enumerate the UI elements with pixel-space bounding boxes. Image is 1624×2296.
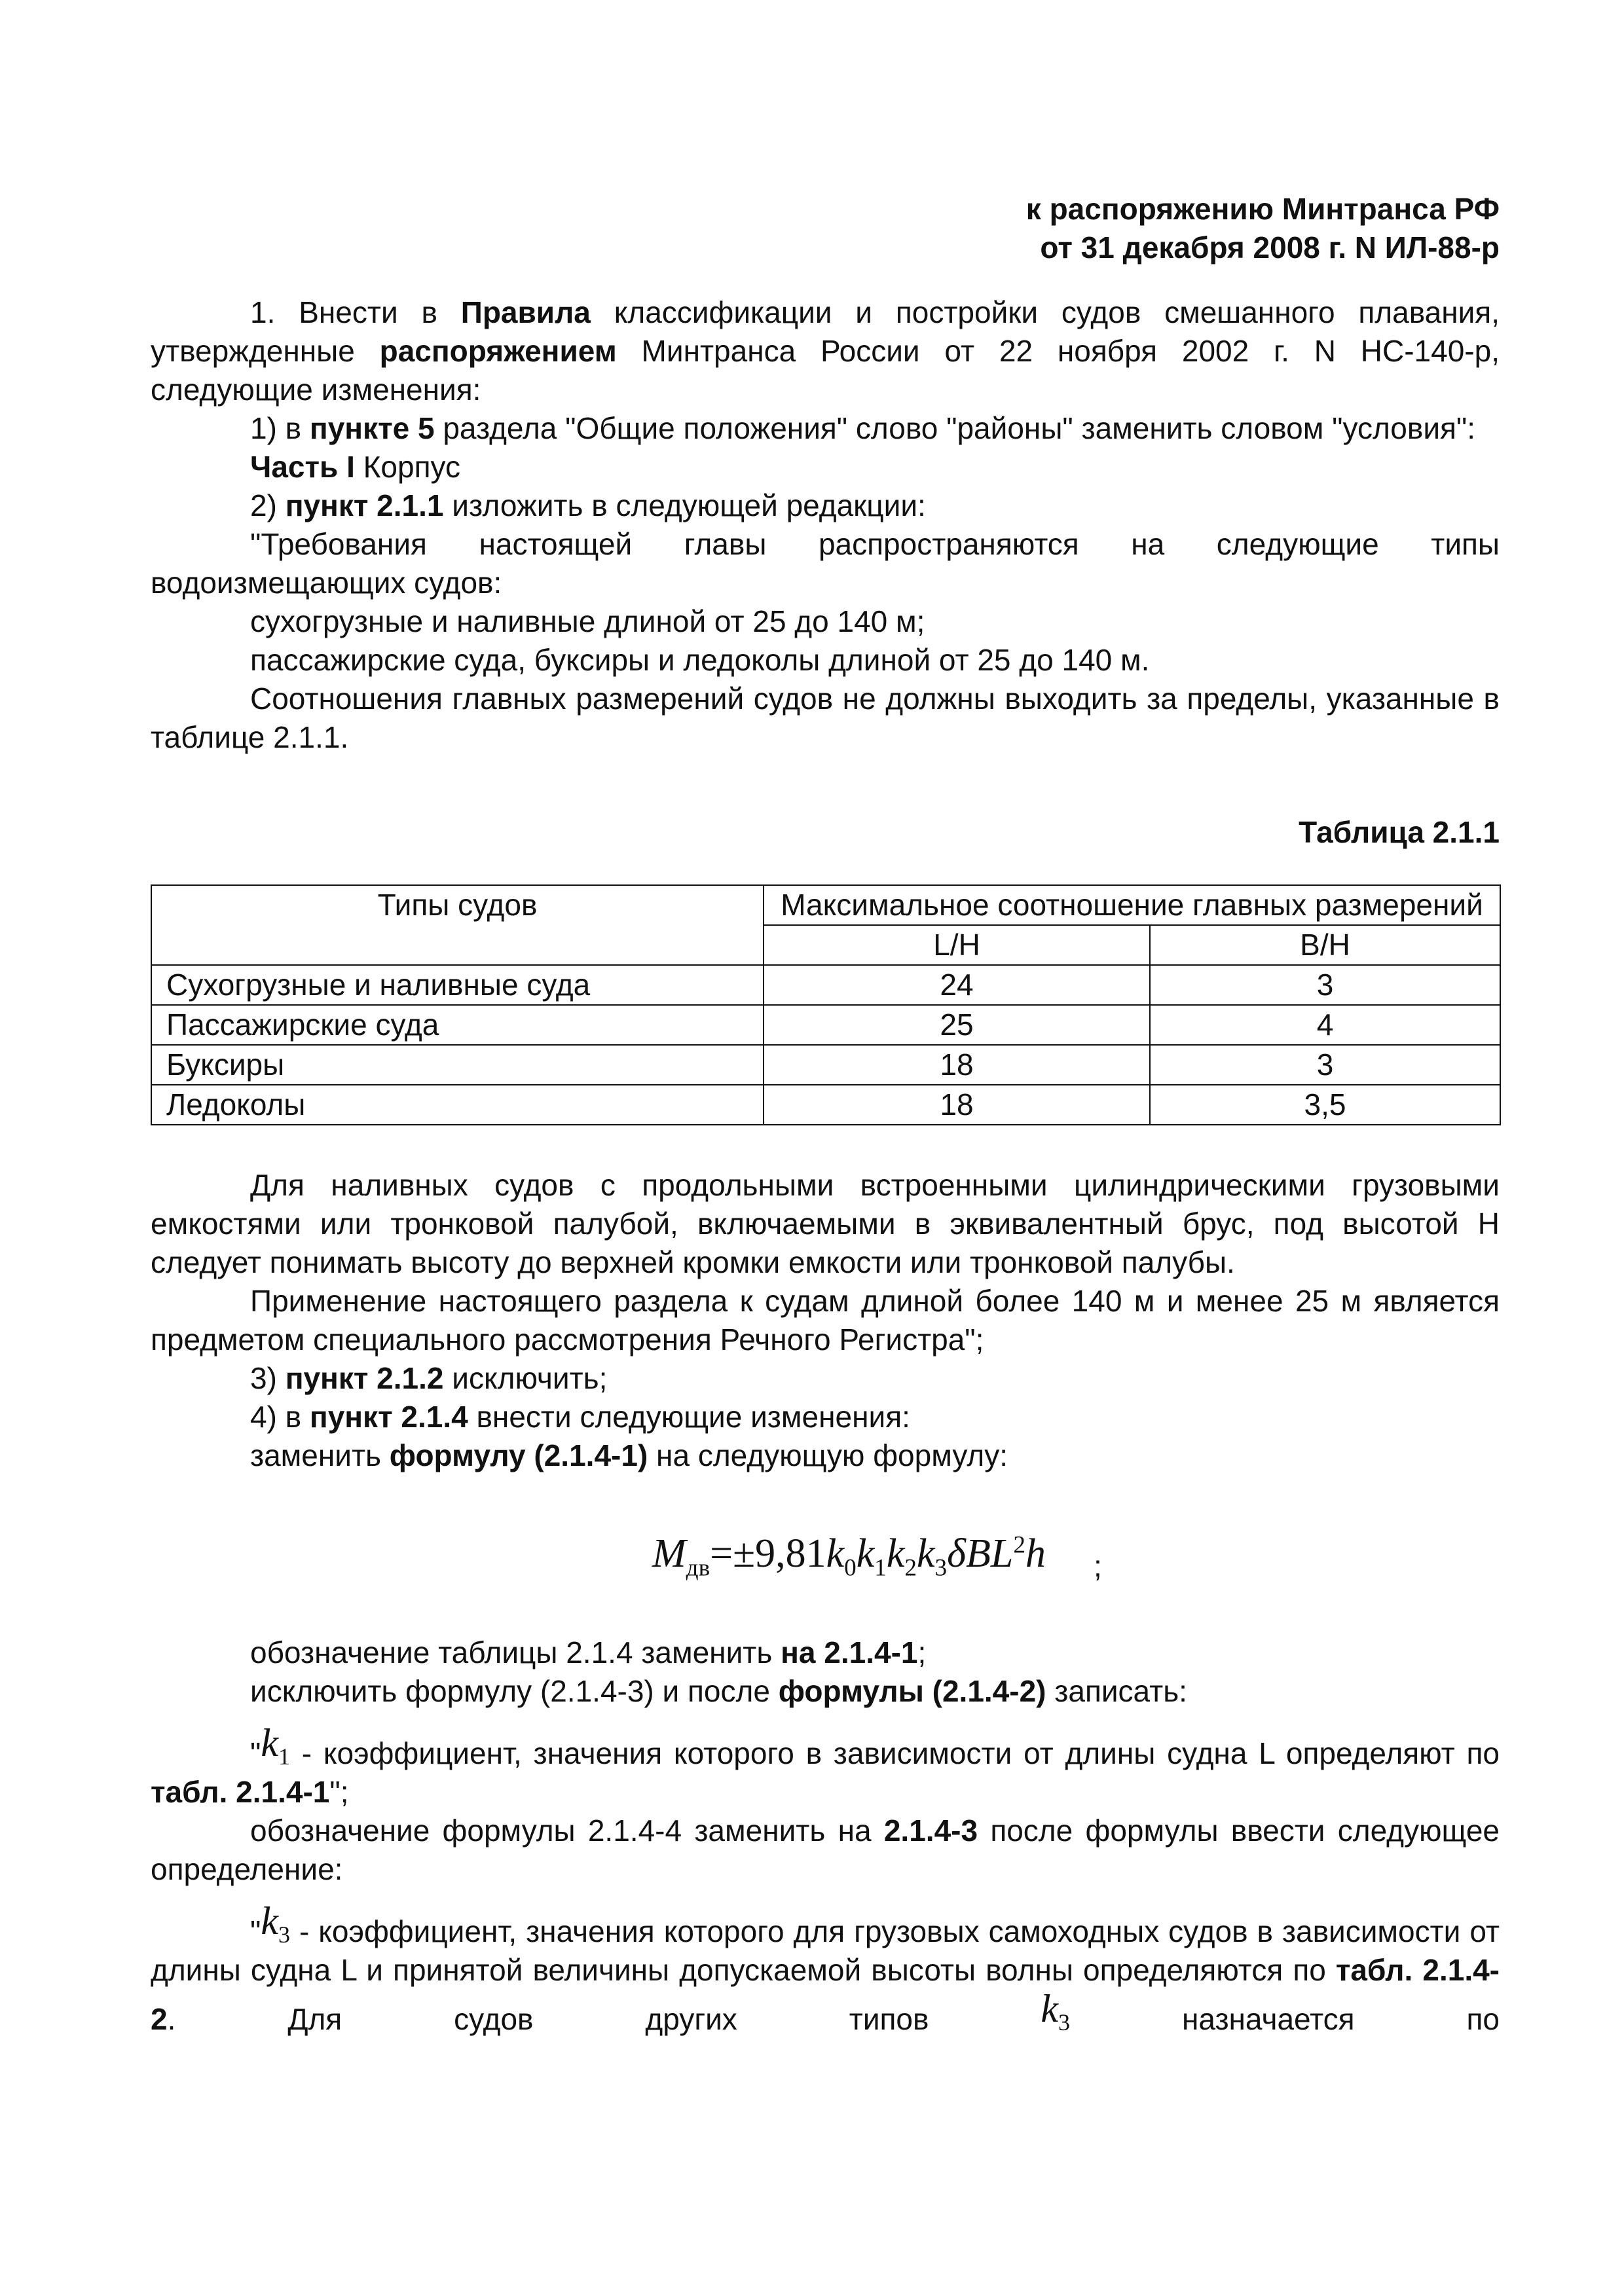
formula-k3-sub: 3 <box>934 1554 948 1582</box>
formula-sup: 2 <box>1013 1531 1025 1559</box>
text: . Для судов других типов <box>167 2002 1041 2036</box>
formula-k3: k <box>917 1531 935 1576</box>
text: "; <box>329 1775 349 1809</box>
paragraph-3 <box>151 486 1500 525</box>
k3-letter: k <box>1041 1987 1059 2030</box>
cell-bh: 3,5 <box>1150 1085 1500 1125</box>
formula-equation <box>652 1527 1046 1580</box>
k1-letter: k <box>261 1721 278 1764</box>
paragraph-tail-3 <box>151 1721 1500 1812</box>
table-row <box>151 965 1500 1005</box>
header-line-1: к распоряжению Минтранса РФ <box>1025 192 1500 226</box>
k1-sub: 1 <box>278 1743 290 1770</box>
cell-type: Буксиры <box>151 1045 764 1085</box>
paragraph-tail-2 <box>151 1672 1500 1711</box>
paragraph-after-1: Для наливных судов с продольными встроенными цилиндрическими грузовыми емкостями или тронковой палубой, включаемыми в эквивалентный брус, под высотой Н следует понимать высоту до верхней кромки емкости или тронковой палубы. <box>151 1168 1500 1279</box>
text: 1) в <box>250 411 310 445</box>
table-ref: табл. 2.1.4-1 <box>151 1775 330 1809</box>
k3-sub: 3 <box>1058 2009 1071 2035</box>
formula-k2: k <box>886 1531 905 1576</box>
cell-type: Сухогрузные и наливные суда <box>151 965 764 1005</box>
quote-mark: " <box>250 1914 261 1948</box>
paragraph-5: сухогрузные и наливные длиной от 25 до 140 м; <box>250 604 925 638</box>
k3-sub: 3 <box>278 1922 290 1948</box>
text: ; <box>917 1635 927 1669</box>
paragraph-after-2: Применение настоящего раздела к судам длиной более 140 м и менее 25 м является предметом специального рассмотрения Речного Регистра"; <box>151 1284 1500 1357</box>
paragraph-after-4 <box>151 1398 1500 1436</box>
table-row <box>151 1085 1500 1125</box>
cell-bh: 3 <box>1150 1045 1500 1085</box>
k3-symbol-2 <box>1041 1987 1071 2035</box>
cell-lh: 18 <box>764 1085 1150 1125</box>
text: - коэффициент, значения которого в зависимости от длины судна L определяют по <box>289 1736 1500 1770</box>
table-header-row <box>151 885 1500 925</box>
point-2-1-4: пункт 2.1.4 <box>309 1400 468 1434</box>
formula-h: h <box>1025 1531 1046 1576</box>
table-row <box>151 1045 1500 1085</box>
text: назначается по <box>1070 2002 1500 2036</box>
paragraph-tail-1 <box>151 1633 1500 1672</box>
paragraph-4: "Требования настоящей главы распространяются на следующие типы водоизмещающих судов: <box>151 527 1500 600</box>
paragraph-tail-5 <box>151 1899 1500 2039</box>
text: изложить в следующей редакции: <box>443 488 926 522</box>
text: - коэффициент, значения которого для грузовых самоходных судов в зависимости от длины судна L и принятой величины допускаемой высоты волны определяются по <box>151 1914 1500 1987</box>
text: 3) <box>250 1361 286 1395</box>
text: 4) в <box>250 1400 310 1434</box>
paragraph-after-5 <box>151 1436 1500 1475</box>
k3-symbol <box>261 1899 290 1948</box>
col-header-lh: L/H <box>764 925 1150 965</box>
formula-block <box>151 1527 1500 1586</box>
text: обозначение формулы 2.1.4-4 заменить на <box>250 1813 884 1848</box>
text: классификации и постройки судов смешанного плавания, утвержденные <box>151 295 1500 368</box>
table-ref: табл. 2.1.4-2 <box>151 1953 1500 2036</box>
point-5: пункте 5 <box>309 411 435 445</box>
cell-lh: 24 <box>764 965 1150 1005</box>
text: 2) <box>250 488 286 522</box>
formula-ref: формулы (2.1.4-2) <box>778 1674 1046 1708</box>
text: на следующую формулу: <box>648 1438 1008 1472</box>
cell-type: Ледоколы <box>151 1085 764 1125</box>
cell-bh: 3 <box>1150 965 1500 1005</box>
paragraph-tail-4 <box>151 1812 1500 1889</box>
point-2-1-2: пункт 2.1.2 <box>285 1361 444 1395</box>
formula-lhs: M <box>652 1531 686 1576</box>
cell-lh: 25 <box>764 1005 1150 1045</box>
formula-coef: =±9,81 <box>710 1531 826 1576</box>
text: записать: <box>1046 1674 1187 1708</box>
formula-tail: δBL <box>947 1531 1014 1576</box>
text: исключить формулу (2.1.4-3) и после <box>250 1674 779 1708</box>
table-row <box>151 1005 1500 1045</box>
col-header-group: Максимальное соотношение главных размерений <box>764 885 1500 925</box>
part-heading <box>151 448 1500 486</box>
text: после формулы ввести следующее определение: <box>151 1813 1500 1886</box>
paragraph-7: Соотношения главных размерений судов не должны выходить за пределы, указанные в таблице 2.1.1. <box>151 682 1500 754</box>
rules-link: Правила <box>460 295 591 329</box>
text: раздела "Общие положения" слово "районы" заменить словом "условия": <box>434 411 1476 445</box>
table-ref: на 2.1.4-1 <box>781 1635 918 1669</box>
header-line-2: от 31 декабря 2008 г. N ИЛ-88-р <box>1040 230 1500 264</box>
text: Минтранса России от 22 ноября 2002 г. N НС-140-р, следующие изменения: <box>151 334 1500 407</box>
formula-lhs-sub: дв <box>686 1554 710 1582</box>
paragraph-after-3 <box>151 1359 1500 1398</box>
col-header-types: Типы судов <box>151 885 764 965</box>
point-2-1-1: пункт 2.1.1 <box>285 488 444 522</box>
formula-num: 2.1.4-3 <box>883 1813 978 1848</box>
text: 1. Внести в <box>250 295 461 329</box>
formula-k2-sub: 2 <box>904 1554 917 1582</box>
formula-ref: формулу (2.1.4-1) <box>389 1438 648 1472</box>
table-caption: Таблица 2.1.1 <box>1299 815 1500 849</box>
text: внести следующие изменения: <box>468 1400 910 1434</box>
formula-k0-sub: 0 <box>844 1554 857 1582</box>
text: обозначение таблицы 2.1.4 заменить <box>250 1635 781 1669</box>
part-title: Корпус <box>354 450 460 484</box>
formula-k0: k <box>826 1531 845 1576</box>
formula-k1-sub: 1 <box>874 1554 887 1582</box>
k3-letter: k <box>261 1899 278 1942</box>
ratio-table <box>151 884 1501 1125</box>
formula-semicolon: ; <box>1094 1549 1102 1583</box>
part-label: Часть I <box>250 450 355 484</box>
paragraph-6: пассажирские суда, буксиры и ледоколы длиной от 25 до 140 м. <box>250 643 1150 677</box>
paragraph-1 <box>151 293 1500 409</box>
paragraph-2 <box>151 409 1500 448</box>
formula-k1: k <box>856 1531 875 1576</box>
document-page <box>151 190 1500 2039</box>
quote-mark: " <box>250 1736 261 1770</box>
order-link: распоряжением <box>379 334 617 368</box>
k1-symbol <box>261 1721 290 1770</box>
cell-lh: 18 <box>764 1045 1150 1085</box>
text: заменить <box>250 1438 390 1472</box>
text: исключить; <box>443 1361 608 1395</box>
cell-bh: 4 <box>1150 1005 1500 1045</box>
col-header-bh: B/H <box>1150 925 1500 965</box>
cell-type: Пассажирские суда <box>151 1005 764 1045</box>
